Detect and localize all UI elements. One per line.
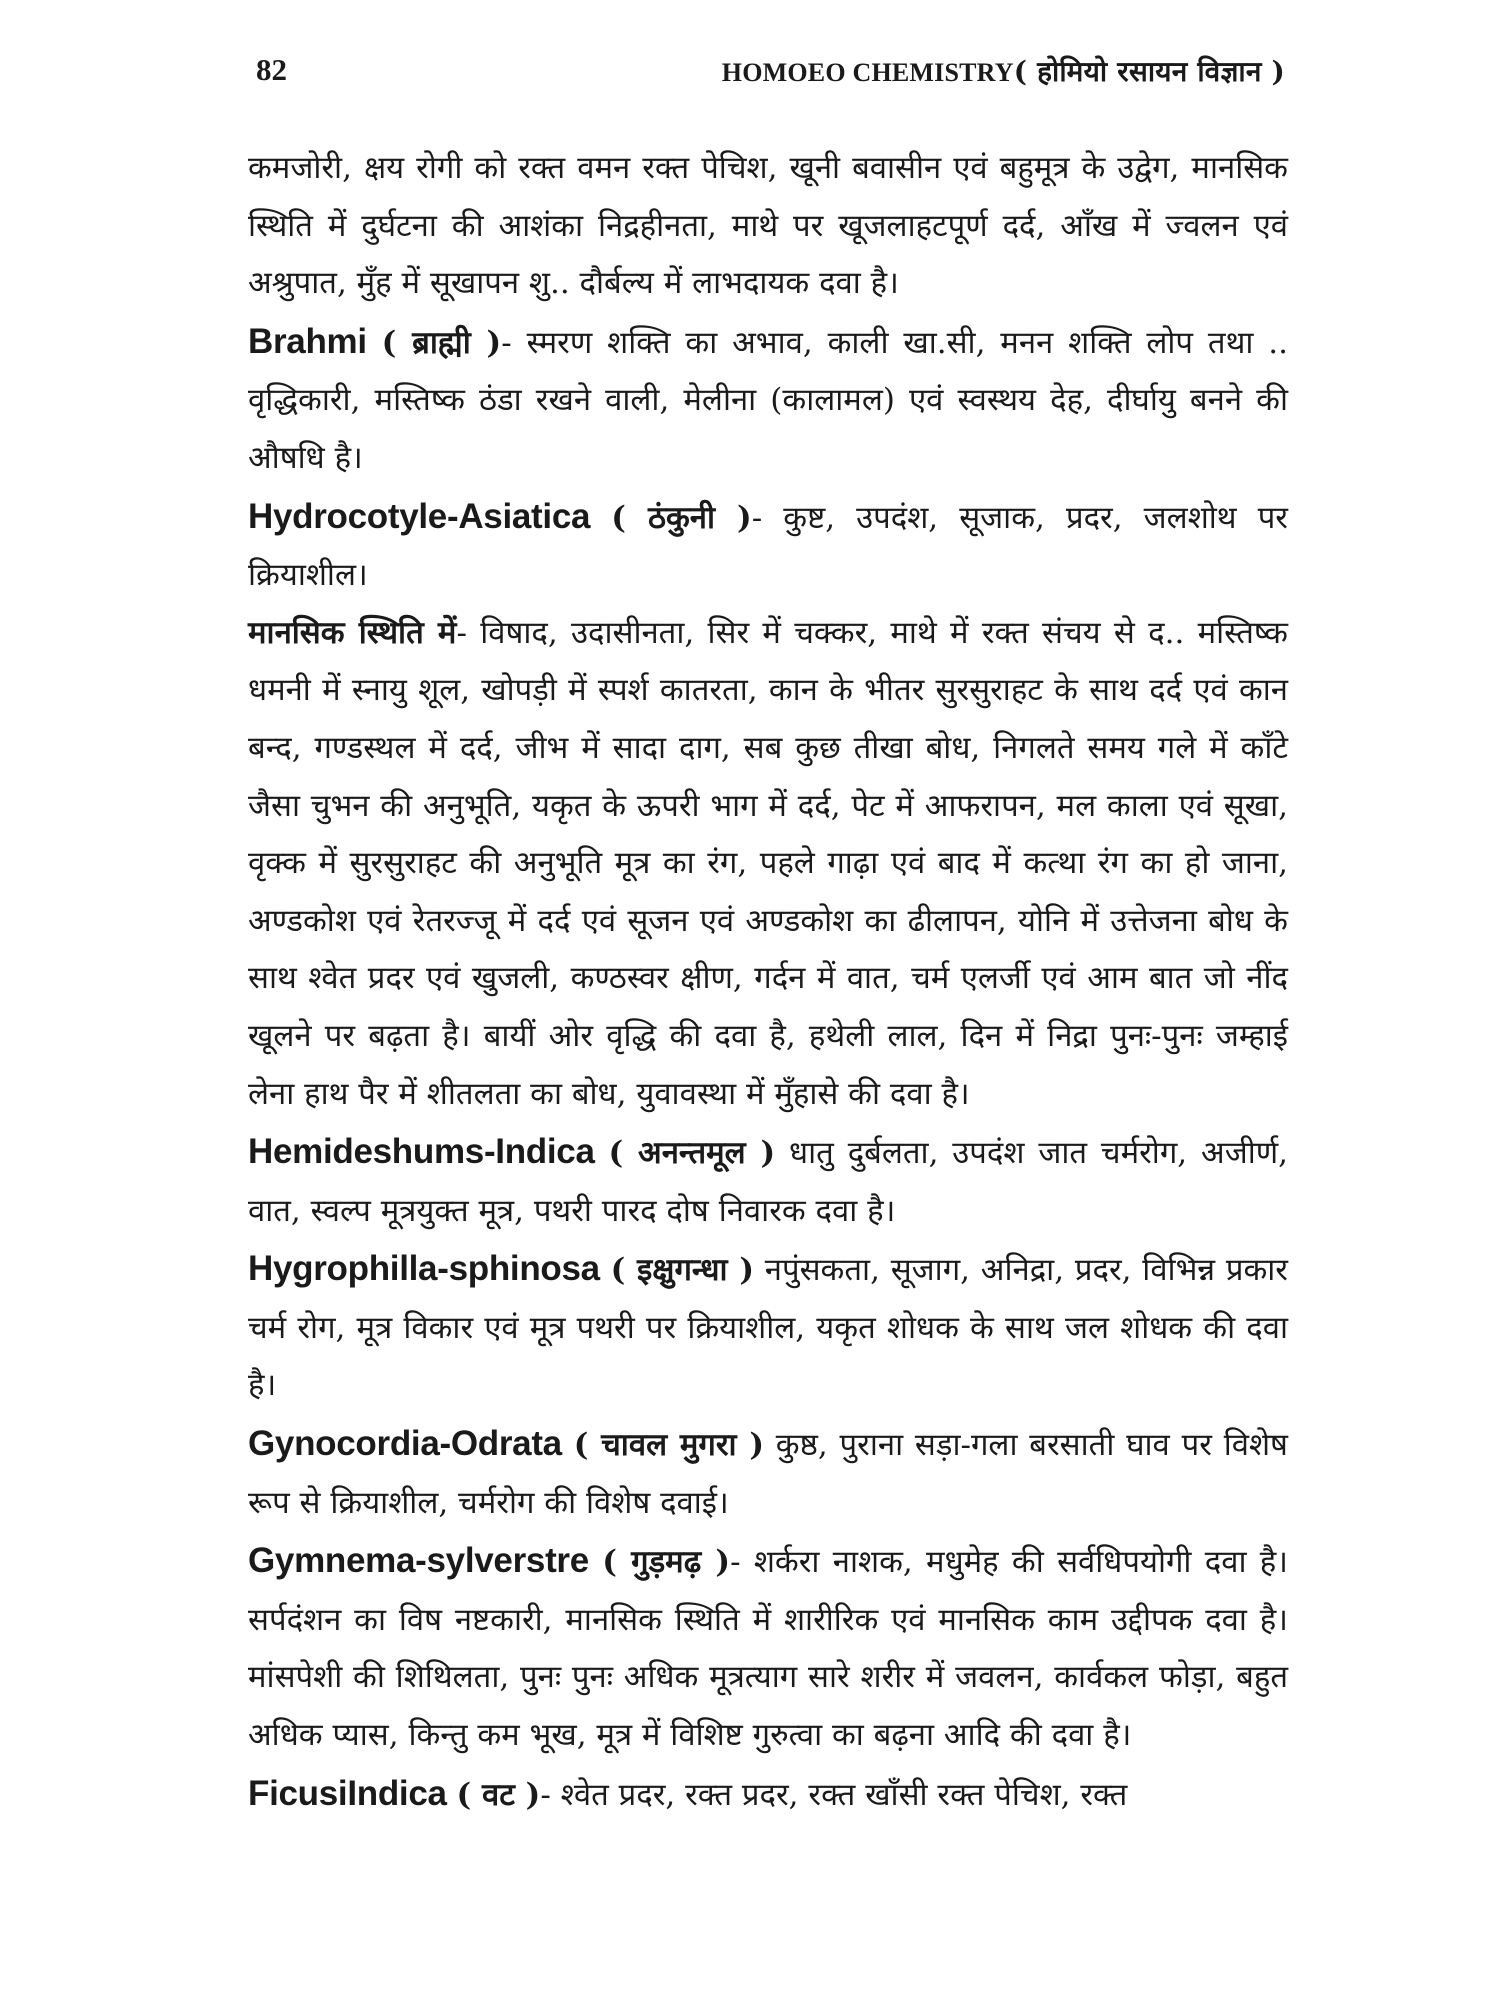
entry-term: Hemideshums-Indica [248, 1132, 595, 1172]
entry-text: - शर्करा नाशक, मधुमेह की सर्वधिपयोगी दवा है। सर्पदंशन का विष नष्टकारी, मानसिक स्थिति में शारीरिक एवं मानसिक काम उद्दीपक दवा है। मांसपेशी की शिथिलता, पुनः पुनः अधिक मूत्रत्याग सारे शरीर में जवलन, कार्वकल फोड़ा, बहुत अधिक प्यास, किन्तु कम भूख, मूत्र में विशिष्ट गुरुत्वा का बढ़ना आदि की दवा है। [248, 1544, 1288, 1754]
paragraph-text: कमजोरी, क्षय रोगी को रक्त वमन रक्त पेचिश, खूनी बवासीन एवं बहुमूत्र के उद्वेग, मानसिक स्थिति में दुर्घटना की आशंका निद्रहीनता, माथे पर खूजलाहटपूर्ण दर्द, आँख में ज्वलन एवं अश्रुपात, मुँह में सूखापन शु.. दौर्बल्य में लाभदायक दवा है। [248, 150, 1288, 302]
running-title-hindi: ( होमियो रसायन विज्ञान ) [1013, 55, 1285, 88]
entry-text: नपुंसकता, सूजाग, अनिद्रा, प्रदर, विभिन्न प्रकार चर्म रोग, मूत्र विकार एवं मूत्र पथरी पर क्रियाशील, यकृत शोधक के साथ जल शोधक की दवा है। [248, 1252, 1288, 1404]
section-heading: मानसिक स्थिति में [248, 614, 457, 651]
entry-text: - श्वेत प्रदर, रक्त प्रदर, रक्त खाँसी रक्त पेचिश, रक्त [540, 1776, 1128, 1813]
entry-gynocordia-odrata [248, 1415, 1288, 1532]
entry-ficus-indica [248, 1765, 1288, 1825]
running-title [722, 52, 1285, 90]
entry-term-hindi: ( वट ) [456, 1776, 541, 1813]
entry-term-hindi: ( ब्राह्मी ) [381, 324, 502, 361]
entry-term: Gynocordia-Odrata [248, 1424, 562, 1464]
entry-term: Hygrophilla-sphinosa [248, 1249, 600, 1289]
entry-term-hindi: ( ठंकुनी ) [611, 499, 752, 536]
entry-term-hindi: ( अनन्तमूल ) [608, 1135, 776, 1172]
paragraph-continuation [248, 140, 1288, 313]
entry-term: FicusiIndica [248, 1773, 447, 1813]
section-text: - विषाद, उदासीनता, सिर में चक्कर, माथे में रक्त संचय से द.. मस्तिष्क धमनी में स्नायु शूल, खोपड़ी में स्पर्श कातरता, कान के भीतर सुरसुराहट के साथ दर्द एवं कान बन्द, गण्डस्थल में दर्द, जीभ में सादा दाग, सब कुछ तीखा बोध, निगलते समय गले में काँटे जैसा चुभन की अनुभूति, यकृत के ऊपरी भाग में दर्द, पेट में आफरापन, मल काला एवं सूखा, वृक्क में सुरसुराहट की अनुभूति मूत्र का रंग, पहले गाढ़ा एवं बाद में कत्था रंग का हो जाना, अण्डकोश एवं रेतरज्जू में दर्द एवं सूजन एवं अण्डकोश का ढीलापन, योनि में उत्तेजना बोध के साथ श्वेत प्रदर एवं खुजली, कण्ठस्वर क्षीण, गर्दन में वात, चर्म एलर्जी एवं आम बात जो नींद खूलने पर बढ़ता है। बायीं ओर वृद्धि की दवा है, हथेली लाल, दिन में निद्रा पुनः-पुनः जम्हाई लेना हाथ पैर में शीतलता का बोध, युवावस्था में मुँहासे की दवा है। [248, 614, 1288, 1112]
entry-term-hindi: ( चावल मुगरा ) [573, 1427, 764, 1464]
page-number: 82 [256, 52, 287, 87]
entry-brahmi [248, 313, 1288, 488]
entry-gymnema-sylverstre [248, 1532, 1288, 1764]
entry-text: कुष्ठ, पुराना सड़ा-गला बरसाती घाव पर विशेष रूप से क्रियाशील, चर्मरोग की विशेष दवाई। [248, 1427, 1288, 1521]
running-title-english: HOMOEO CHEMISTRY [721, 58, 1014, 87]
entry-term-hindi: ( गुड़मढ़ ) [602, 1544, 731, 1581]
entry-text: - कुष्ट, उपदंश, सूजाक, प्रदर, जलशोथ पर क्रियाशील। [248, 499, 1288, 594]
entry-term: Brahmi [248, 321, 367, 361]
entry-term: Gymnema-sylverstre [248, 1541, 589, 1581]
entry-term: Hydrocotyle-Asiatica [248, 496, 591, 536]
entry-hemideshums-indica [248, 1123, 1288, 1240]
entry-text: - स्मरण शक्ति का अभाव, काली खा.सी, मनन शक्ति लोप तथा .. वृद्धिकारी, मस्तिष्क ठंडा रखने वाली, मेलीना (कालामल) एवं स्वस्थय देह, दीर्घायु बनने की औषधि है। [248, 324, 1289, 476]
entry-hydrocotyle-asiatica [248, 488, 1288, 605]
entry-term-hindi: ( इक्षुगन्धा ) [610, 1252, 754, 1289]
page-header [256, 52, 1285, 102]
section-mental-state [248, 605, 1288, 1123]
entry-hygrophilla-sphinosa [248, 1240, 1288, 1415]
entry-text: धातु दुर्बलता, उपदंश जात चर्मरोग, अजीर्ण, वात, स्वल्प मूत्रयुक्त मूत्र, पथरी पारद दोष निवारक दवा है। [248, 1135, 1288, 1229]
page-body [248, 140, 1288, 1824]
